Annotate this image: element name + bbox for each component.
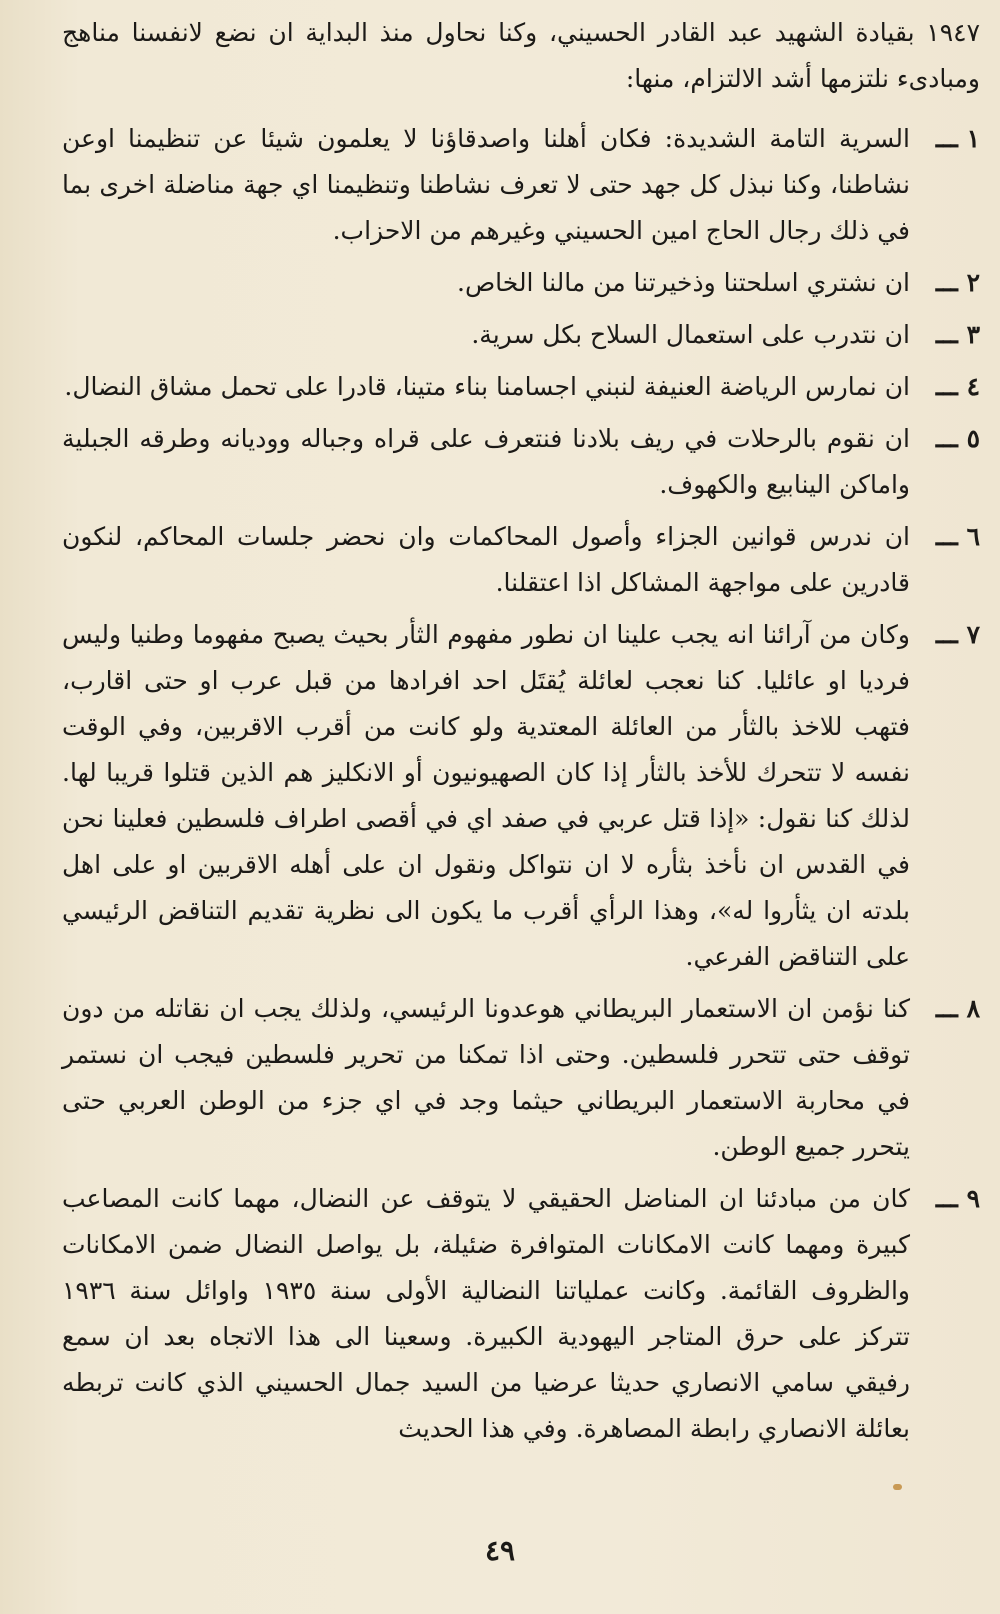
list-item xyxy=(62,986,980,1170)
item-text: ان نشتري اسلحتنا وذخيرتنا من مالنا الخاص. xyxy=(457,268,910,297)
item-text: ان نقوم بالرحلات في ريف بلادنا فنتعرف على قراه وجباله ووديانه وطرقه الجبلية واماكن الينابيع والكهوف. xyxy=(62,424,910,499)
item-text: ان نتدرب على استعمال السلاح بكل سرية. xyxy=(471,320,910,349)
item-number: ٨ ـــ xyxy=(935,994,980,1023)
list-item xyxy=(62,612,980,980)
item-text: ان نمارس الرياضة العنيفة لنبني اجسامنا بناء متينا، قادرا على تحمل مشاق النضال. xyxy=(64,372,910,401)
margin-mark xyxy=(893,1484,902,1490)
list-item xyxy=(62,312,980,358)
intro-paragraph: ١٩٤٧ بقيادة الشهيد عبد القادر الحسيني، وكنا نحاول منذ البداية ان نضع لانفسنا مناهج ومبادىء نلتزمها أشد الالتزام، منها: xyxy=(62,18,980,93)
item-text: ان ندرس قوانين الجزاء وأصول المحاكمات وان نحضر جلسات المحاكم، لنكون قادرين على مواجهة المشاكل اذا اعتقلنا. xyxy=(62,522,910,597)
list-item xyxy=(62,514,980,606)
item-number: ٥ ـــ xyxy=(935,424,980,453)
item-number: ٢ ـــ xyxy=(935,268,980,297)
item-text: السرية التامة الشديدة: فكان أهلنا واصدقاؤنا لا يعلمون شيئا عن تنظيمنا اوعن نشاطنا، وكنا نبذل كل جهد حتى لا تعرف نشاطنا وتنظيمنا اي جهة مناضلة اخرى بما في ذلك رجال الحاج امين الحسيني وغيرهم من الاحزاب. xyxy=(62,124,910,245)
item-number: ٤ ـــ xyxy=(935,372,980,401)
list-item xyxy=(62,416,980,508)
item-number: ٦ ـــ xyxy=(935,522,980,551)
item-number: ٧ ـــ xyxy=(935,620,980,649)
list-item xyxy=(62,116,980,254)
page-body xyxy=(62,10,980,1458)
page-number: ٤٩ xyxy=(484,1534,516,1567)
item-text: كان من مبادئنا ان المناضل الحقيقي لا يتوقف عن النضال، مهما كانت المصاعب كبيرة ومهما كانت الامكانات المتوافرة ضئيلة، بل يواصل النضال ضمن الامكانات والظروف القائمة. وكانت عملياتنا النضالية الأولى سنة ١٩٣٥ واوائل سنة ١٩٣٦ تتركز على حرق المتاجر اليهودية الكبيرة. وسعينا الى هذا الاتجاه بعد ان سمع رفيقي سامي الانصاري حديثا عرضيا من السيد جمال الحسيني الذي كانت تربطه بعائلة الانصاري رابطة المصاهرة. وفي هذا الحديث xyxy=(62,1184,910,1443)
item-text: كنا نؤمن ان الاستعمار البريطاني هوعدونا الرئيسي، ولذلك يجب ان نقاتله من دون توقف حتى تتحرر فلسطين. وحتى اذا تمكنا من تحرير فلسطين فيجب ان نستمر في محاربة الاستعمار البريطاني حيثما وجد في اي جزء من الوطن العربي حتى يتحرر جميع الوطن. xyxy=(62,994,910,1161)
item-number: ١ ـــ xyxy=(935,124,980,153)
list-item xyxy=(62,364,980,410)
list-item xyxy=(62,260,980,306)
item-number: ٩ ـــ xyxy=(935,1184,980,1213)
item-text: وكان من آرائنا انه يجب علينا ان نطور مفهوم الثأر بحيث يصبح مفهوما وطنيا وليس فرديا او عائليا. كنا نعجب لعائلة يُقتَل احد افرادها من قبل عرب او حتى اقارب، فتهب للاخذ بالثأر من العائلة المعتدية ولو كانت من أقرب الاقربين، وفي الوقت نفسه لا تتحرك للأخذ بالثأر إذا كان الصهيونيون أو الانكليز هم الذين قتلوا قريبا لها. لذلك كنا نقول: «إذا قتل عربي في صفد اي في أقصى اطراف فلسطين فعلينا نحن في القدس ان نأخذ بثأره لا ان نتواكل ونقول ان على أهله الاقربين او على اهل بلدته ان يثأروا له»، وهذا الرأي أقرب ما يكون الى نظرية تقديم التناقض الرئيسي على التناقض الفرعي. xyxy=(62,620,910,971)
item-number: ٣ ـــ xyxy=(935,320,980,349)
list-item xyxy=(62,1176,980,1452)
